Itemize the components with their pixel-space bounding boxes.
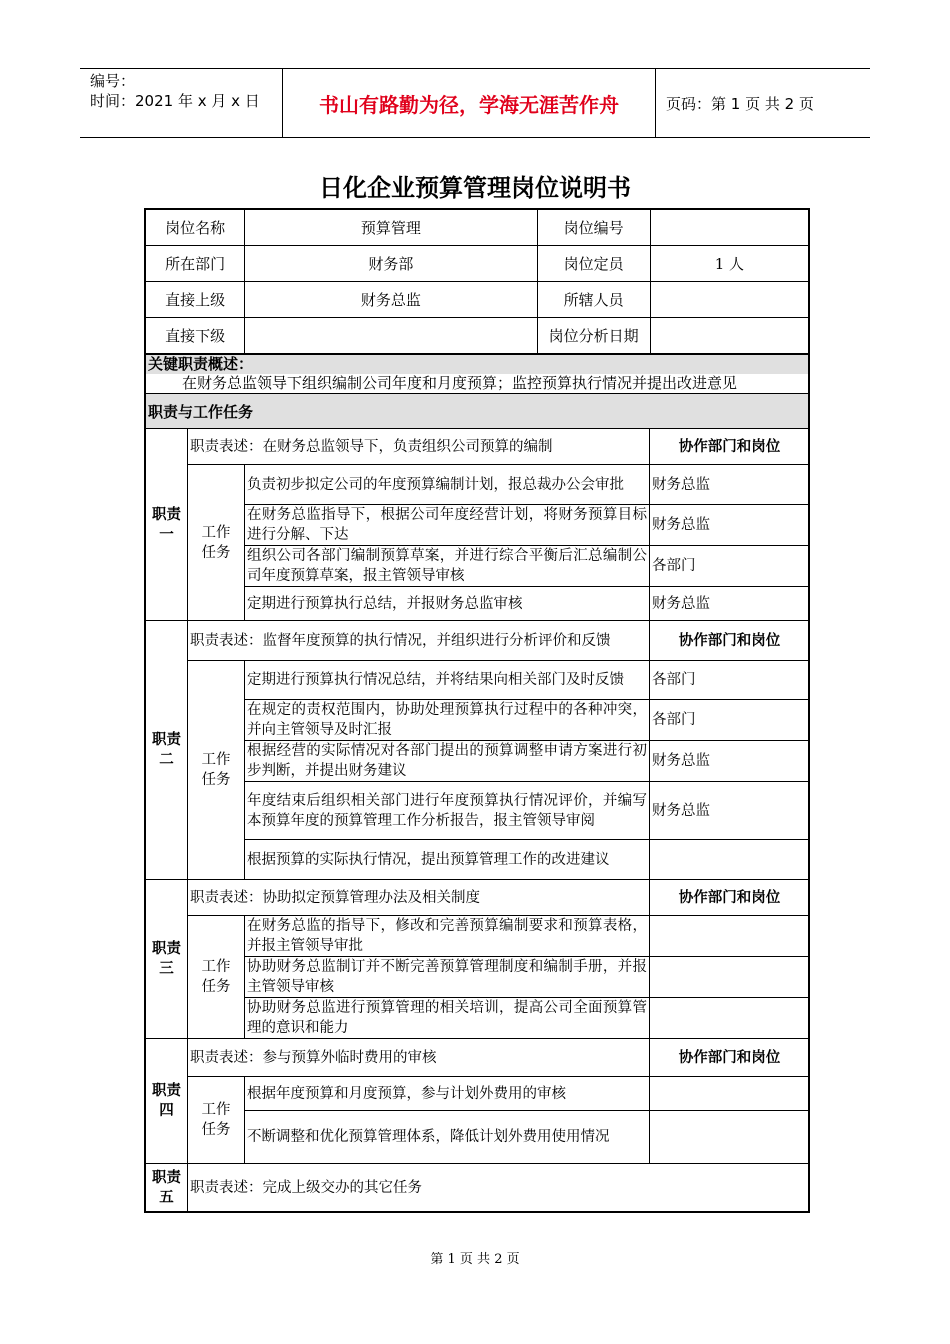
task-text: 在财务总监指导下，根据公司年度经营计划，将财务预算目标进行分解、下达 — [245, 505, 650, 546]
info-label: 直接上级 — [146, 282, 245, 318]
task-row — [146, 840, 810, 880]
info-label: 所在部门 — [146, 246, 245, 282]
duty-desc-row — [146, 880, 810, 916]
duty-desc-row — [146, 429, 810, 465]
task-coop: 财务总监 — [650, 741, 810, 782]
info-row — [146, 246, 809, 282]
duty-label: 职责一 — [146, 429, 188, 621]
task-row — [146, 1111, 810, 1164]
summary-text: 在财务总监领导下组织编制公司年度和月度预算；监控预算执行情况并提出改进意见 — [146, 374, 808, 393]
duty-label: 职责四 — [146, 1039, 188, 1164]
task-coop: 各部门 — [650, 661, 810, 700]
task-text: 根据预算的实际执行情况，提出预算管理工作的改进建议 — [245, 840, 650, 880]
info-label: 岗位编号 — [537, 210, 650, 246]
duty-label: 职责二 — [146, 621, 188, 880]
duty-description: 职责表述：参与预算外临时费用的审核 — [188, 1039, 650, 1077]
info-value: 预算管理 — [245, 210, 537, 246]
info-value: 财务总监 — [245, 282, 537, 318]
coop-header: 协作部门和岗位 — [650, 1039, 810, 1077]
info-label: 岗位定员 — [537, 246, 650, 282]
duty-label: 职责五 — [146, 1164, 188, 1212]
duty-desc-row — [146, 1039, 810, 1077]
task-row — [146, 782, 810, 840]
time-label: 时间：2021 年 x 月 x 日 — [90, 92, 260, 110]
duty-label: 职责三 — [146, 880, 188, 1039]
duties-table — [145, 428, 810, 1212]
task-text: 组织公司各部门编制预算草案，并进行综合平衡后汇总编制公司年度预算草案，报主管领导审核 — [245, 546, 650, 587]
task-coop: 财务总监 — [650, 505, 810, 546]
info-label: 岗位分析日期 — [537, 318, 650, 354]
task-row — [146, 465, 810, 505]
info-value — [650, 210, 808, 246]
info-label: 岗位名称 — [146, 210, 245, 246]
task-text: 在规定的责权范围内，协助处理预算执行过程中的各种冲突，并向主管领导及时汇报 — [245, 700, 650, 741]
info-label: 所辖人员 — [537, 282, 650, 318]
task-row — [146, 1077, 810, 1111]
task-coop — [650, 840, 810, 880]
task-text: 定期进行预算执行情况总结，并将结果向相关部门及时反馈 — [245, 661, 650, 700]
work-task-label: 工作任务 — [188, 661, 245, 880]
duty-description: 职责表述：监督年度预算的执行情况，并组织进行分析评价和反馈 — [188, 621, 650, 661]
task-row — [146, 957, 810, 998]
duty-desc-row — [146, 621, 810, 661]
duty-desc-row — [146, 1164, 810, 1212]
info-row — [146, 210, 809, 246]
task-coop: 财务总监 — [650, 465, 810, 505]
task-row — [146, 546, 810, 587]
task-text: 负责初步拟定公司的年度预算编制计划，报总裁办公会审批 — [245, 465, 650, 505]
work-task-label: 工作任务 — [188, 916, 245, 1039]
header-meta — [90, 71, 260, 111]
coop-header: 协作部门和岗位 — [650, 429, 810, 465]
task-row — [146, 700, 810, 741]
info-value — [245, 318, 537, 354]
info-label: 直接下级 — [146, 318, 245, 354]
task-coop: 财务总监 — [650, 587, 810, 621]
task-row — [146, 998, 810, 1039]
task-row — [146, 916, 810, 957]
code-label: 编号： — [90, 72, 136, 90]
task-row — [146, 587, 810, 621]
document-title: 日化企业预算管理岗位说明书 — [319, 174, 631, 202]
motto: 书山有路勤为径，学海无涯苦作舟 — [282, 69, 656, 137]
task-coop — [650, 957, 810, 998]
task-text: 根据年度预算和月度预算，参与计划外费用的审核 — [245, 1077, 650, 1111]
duty-description: 职责表述：完成上级交办的其它任务 — [188, 1164, 810, 1212]
summary-block — [146, 354, 808, 393]
task-coop: 各部门 — [650, 700, 810, 741]
duty-description: 职责表述：协助拟定预算管理办法及相关制度 — [188, 880, 650, 916]
info-value: 1 人 — [650, 246, 808, 282]
page-footer: 第 1 页 共 2 页 — [430, 1252, 520, 1267]
task-coop — [650, 1111, 810, 1164]
task-text: 协助财务总监制订并不断完善预算管理制度和编制手册，并报主管领导审核 — [245, 957, 650, 998]
task-row — [146, 741, 810, 782]
task-coop: 各部门 — [650, 546, 810, 587]
info-value: 财务部 — [245, 246, 537, 282]
task-coop — [650, 1077, 810, 1111]
task-text: 不断调整和优化预算管理体系，降低计划外费用使用情况 — [245, 1111, 650, 1164]
task-text: 协助财务总监进行预算管理的相关培训，提高公司全面预算管理的意识和能力 — [245, 998, 650, 1039]
task-coop — [650, 916, 810, 957]
page-header — [80, 68, 870, 138]
duty-description: 职责表述：在财务总监领导下，负责组织公司预算的编制 — [188, 429, 650, 465]
info-value — [650, 318, 808, 354]
coop-header: 协作部门和岗位 — [650, 880, 810, 916]
coop-header: 协作部门和岗位 — [650, 621, 810, 661]
page-info: 页码：第 1 页 共 2 页 — [666, 94, 814, 113]
info-value — [650, 282, 808, 318]
summary-label: 关键职责概述： — [148, 355, 254, 373]
work-task-label: 工作任务 — [188, 465, 245, 621]
task-text: 根据经营的实际情况对各部门提出的预算调整申请方案进行初步判断，并提出财务建议 — [245, 741, 650, 782]
task-coop — [650, 998, 810, 1039]
info-row — [146, 318, 809, 354]
task-text: 年度结束后组织相关部门进行年度预算执行情况评价，并编写本预算年度的预算管理工作分析报告，报主管领导审阅 — [245, 782, 650, 840]
work-task-label: 工作任务 — [188, 1077, 245, 1164]
task-row — [146, 661, 810, 700]
job-description-table — [144, 208, 810, 1213]
basic-info-table — [145, 209, 809, 354]
task-coop: 财务总监 — [650, 782, 810, 840]
task-row — [146, 505, 810, 546]
task-text: 在财务总监的指导下，修改和完善预算编制要求和预算表格，并报主管领导审批 — [245, 916, 650, 957]
task-text: 定期进行预算执行总结，并报财务总监审核 — [245, 587, 650, 621]
section-title: 职责与工作任务 — [146, 393, 808, 428]
info-row — [146, 282, 809, 318]
